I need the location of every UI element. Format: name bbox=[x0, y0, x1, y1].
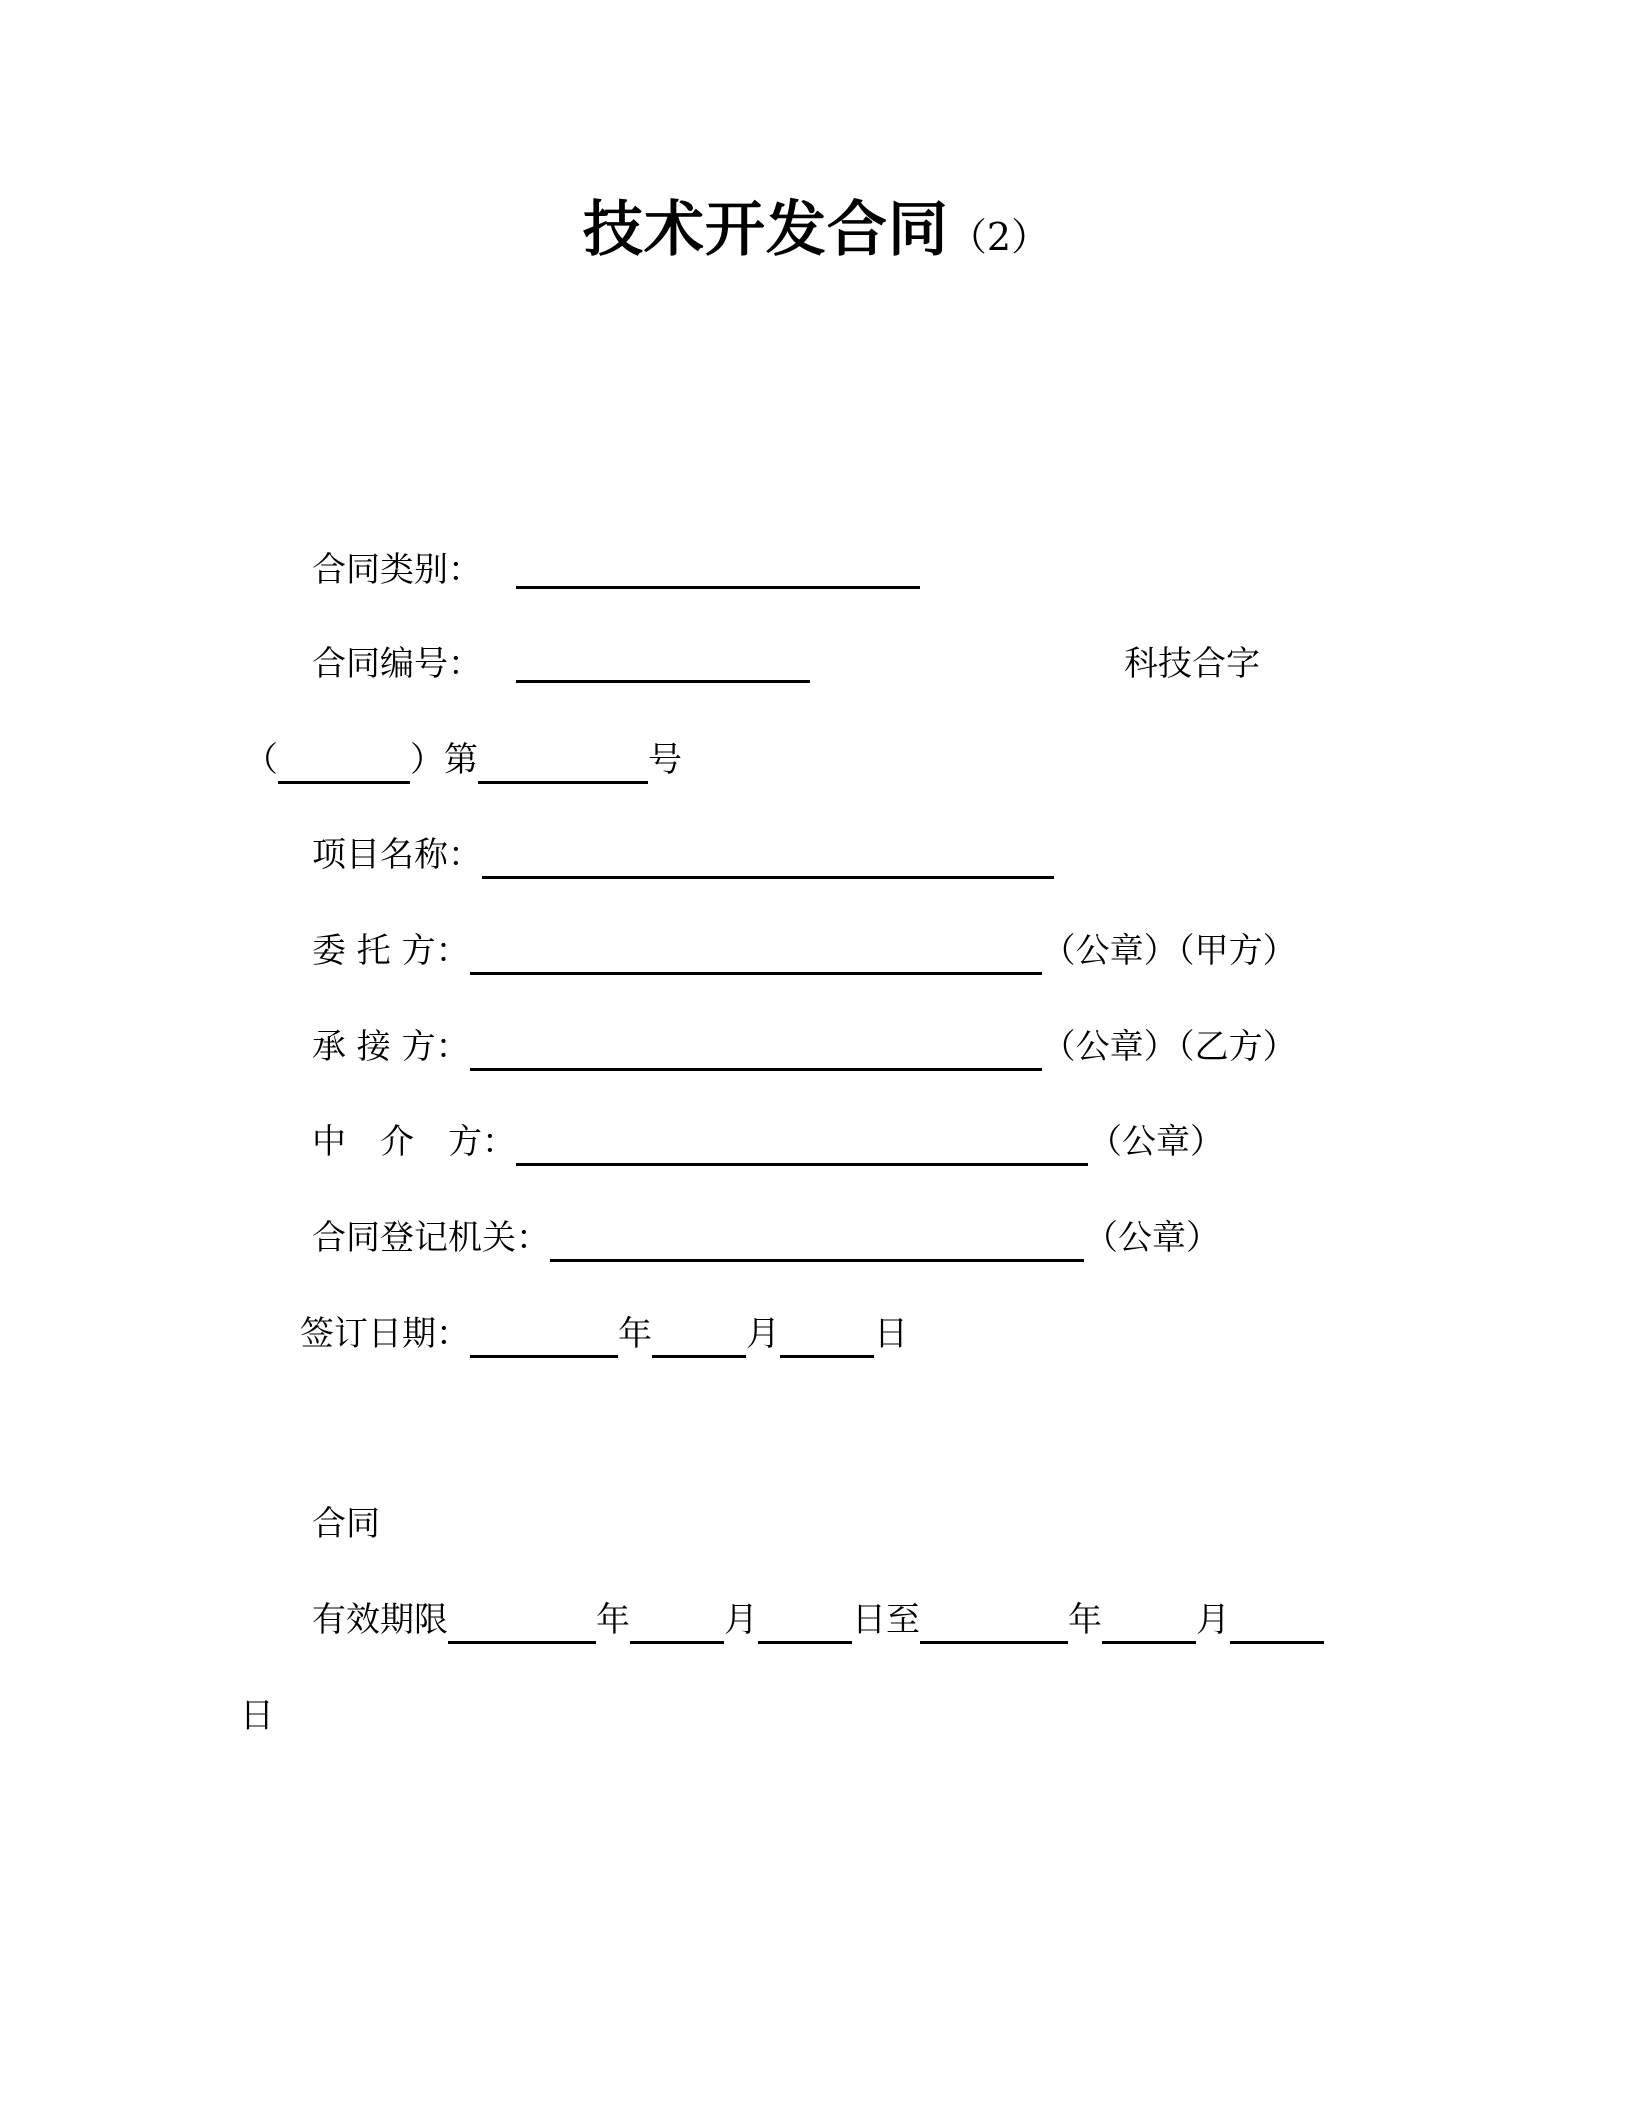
validity-year-label: 年 bbox=[596, 1600, 630, 1640]
contract-type-field[interactable] bbox=[516, 550, 920, 589]
validity-end-day-field[interactable] bbox=[1230, 1605, 1324, 1644]
serial-year-field[interactable] bbox=[278, 745, 410, 784]
project-name-row bbox=[312, 831, 1054, 879]
intermediary-label: 中 介 方： bbox=[312, 1122, 516, 1162]
sign-date-row bbox=[300, 1310, 908, 1358]
validity-month2-label: 月 bbox=[1196, 1600, 1230, 1640]
serial-open: （ bbox=[244, 740, 278, 780]
intermediary-seal: （公章） bbox=[1088, 1122, 1224, 1162]
contract-no-field[interactable] bbox=[516, 644, 810, 683]
project-name-field[interactable] bbox=[482, 840, 1054, 879]
validity-to-label: 日至 bbox=[852, 1600, 920, 1640]
validity-day-end-label: 日 bbox=[240, 1696, 274, 1736]
client-seal: （公章）（甲方） bbox=[1041, 931, 1297, 971]
contract-type-label: 合同类别： bbox=[312, 550, 482, 590]
sign-year-label: 年 bbox=[618, 1314, 652, 1354]
sign-day-label: 日 bbox=[874, 1314, 908, 1354]
validity-start-month-field[interactable] bbox=[630, 1605, 724, 1644]
sign-year-field[interactable] bbox=[470, 1319, 618, 1358]
client-row bbox=[312, 927, 1297, 975]
validity-start-year-field[interactable] bbox=[448, 1605, 596, 1644]
sign-day-field[interactable] bbox=[780, 1319, 874, 1358]
contractor-label: 承 接 方： bbox=[312, 1027, 470, 1067]
contract-no-label: 合同编号： bbox=[312, 644, 482, 684]
document-title bbox=[0, 190, 1632, 285]
registry-label: 合同登记机关： bbox=[312, 1218, 550, 1258]
serial-close: ）第 bbox=[410, 740, 478, 780]
title-sub: （2） bbox=[948, 215, 1050, 259]
contract-no-row bbox=[312, 640, 482, 688]
validity-heading: 合同 bbox=[312, 1504, 380, 1544]
validity-row bbox=[312, 1596, 1324, 1644]
title-main: 技术开发合同 bbox=[582, 195, 949, 265]
sign-date-label: 签订日期： bbox=[300, 1314, 470, 1354]
registry-seal: （公章） bbox=[1084, 1218, 1220, 1258]
validity-start-day-field[interactable] bbox=[758, 1605, 852, 1644]
project-name-label: 项目名称： bbox=[312, 835, 482, 875]
validity-end-year-field[interactable] bbox=[920, 1605, 1068, 1644]
intermediary-row bbox=[312, 1118, 1224, 1166]
client-field[interactable] bbox=[470, 936, 1042, 975]
contractor-row bbox=[312, 1023, 1297, 1071]
contract-serial-row bbox=[244, 736, 682, 784]
registry-row bbox=[312, 1214, 1220, 1262]
serial-suffix: 号 bbox=[648, 740, 682, 780]
client-label: 委 托 方： bbox=[312, 931, 470, 971]
validity-end-month-field[interactable] bbox=[1102, 1605, 1196, 1644]
contractor-seal: （公章）（乙方） bbox=[1041, 1027, 1297, 1067]
validity-year2-label: 年 bbox=[1068, 1600, 1102, 1640]
validity-month-label: 月 bbox=[724, 1600, 758, 1640]
sign-month-field[interactable] bbox=[652, 1319, 746, 1358]
contractor-field[interactable] bbox=[470, 1032, 1042, 1071]
sci-tech-label: 科技合字 bbox=[1124, 644, 1260, 684]
sign-month-label: 月 bbox=[746, 1314, 780, 1354]
validity-label: 有效期限 bbox=[312, 1600, 448, 1640]
contract-type-row bbox=[312, 546, 482, 594]
serial-number-field[interactable] bbox=[478, 745, 648, 784]
registry-field[interactable] bbox=[550, 1223, 1084, 1262]
intermediary-field[interactable] bbox=[516, 1127, 1088, 1166]
